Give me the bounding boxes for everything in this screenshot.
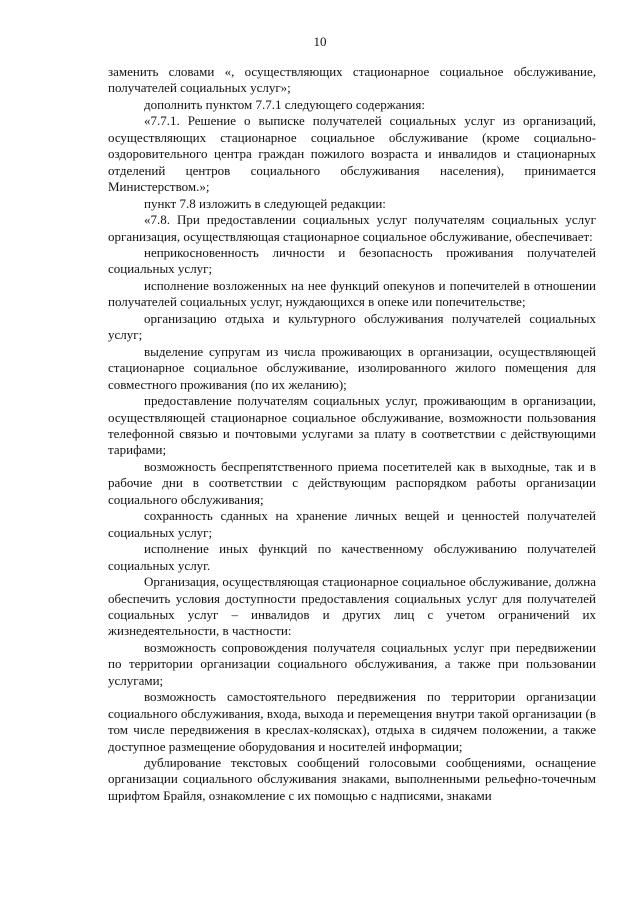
paragraph: выделение супругам из числа проживающих в организации, осуществляющей стационарное социальное обслуживание, изолированного жилого помещения для совместного проживания (по их желанию); xyxy=(108,343,596,392)
paragraph: Организация, осуществляющая стационарное социальное обслуживание, должна обеспечить условия доступности предоставления социальных услуг для получателей социальных услуг – инвалидов и других лиц с учетом ограничений их жизнедеятельности, в частности: xyxy=(108,574,596,639)
paragraph: сохранность сданных на хранение личных вещей и ценностей получателей социальных услуг; xyxy=(108,508,596,540)
paragraph: предоставление получателям социальных услуг, проживающим в организации, осуществляющей стационарное социальное обслуживание, возможности пользования телефонной связью и почтовыми услугами за плату в соответствии с действующими тарифами; xyxy=(108,393,596,458)
paragraph: исполнение возложенных на нее функций опекунов и попечителей в отношении получателей социальных услуг, нуждающихся в опеке или попечительстве; xyxy=(108,277,596,310)
paragraph: возможность самостоятельного передвижения по территории организации социального обслуживания, входа, выхода и перемещения внутри такой организации (в том числе передвижения в креслах-колясках), отдыха в сидячем положении, а также доступное размещение оборудования и носителей информации; xyxy=(108,689,596,754)
paragraph: возможность сопровождения получателя социальных услуг при передвижении по территории организации социального обслуживания, а также при пользовании услугами; xyxy=(108,639,596,688)
paragraph: возможность беспрепятственного приема посетителей как в выходные, так и в рабочие дни в соответствии с действующим распорядком работы организации социального обслуживания; xyxy=(108,458,596,507)
paragraph: исполнение иных функций по качественному обслуживанию получателей социальных услуг. xyxy=(108,541,596,573)
paragraph: дополнить пунктом 7.7.1 следующего содержания: xyxy=(144,96,425,112)
paragraph: заменить словами «, осуществляющих стационарное социальное обслуживание, получателей социальных услуг»; xyxy=(108,64,596,96)
page-number: 10 xyxy=(313,34,327,49)
paragraph: дублирование текстовых сообщений голосовыми сообщениями, оснащение организации социального обслуживания знаками, выполненными рельефно-точечным шрифтом Брайля, ознакомление с их помощью с надписями, знаками xyxy=(108,755,596,803)
paragraph: организацию отдыха и культурного обслуживания получателей социальных услуг; xyxy=(108,310,596,343)
paragraph: «7.8. При предоставлении социальных услуг получателям социальных услуг организация, осуществляющая стационарное социальное обслуживание, обеспечивает: xyxy=(108,212,596,244)
paragraph: пункт 7.8 изложить в следующей редакции: xyxy=(144,195,386,211)
paragraph: неприкосновенность личности и безопасность проживания получателей социальных услуг; xyxy=(108,244,596,277)
document-body xyxy=(108,64,596,804)
paragraph: «7.7.1. Решение о выписке получателей социальных услуг из организаций, осуществляющих стационарное социальное обслуживание (кроме социально-оздоровительного центра граждан пожилого возраста и инвалидов и стационарных отделений центров социального обслуживания населения), принимается Министерством.»; xyxy=(108,113,596,195)
